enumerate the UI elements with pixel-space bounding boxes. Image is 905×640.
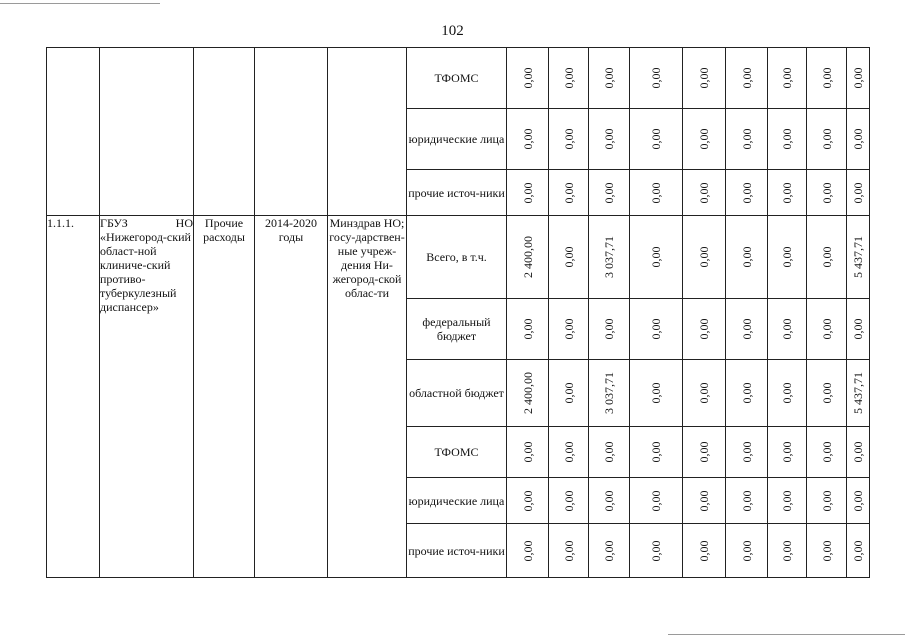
funding-source-label: прочие источ-ники: [407, 170, 507, 216]
value-cell: 0,00: [630, 170, 683, 216]
value-cell: 0,00: [847, 299, 870, 360]
value-cell: 0,00: [683, 360, 726, 427]
value-cell: 0,00: [630, 478, 683, 524]
value-cell: 0,00: [683, 299, 726, 360]
executor: Минздрав НО; госу-дарствен-ные учреж-дения Ни-жегород-ской облас-ти: [328, 216, 407, 578]
value-cell: 0,00: [589, 299, 630, 360]
page-number: 102: [441, 23, 464, 39]
funding-source-label: ТФОМС: [407, 427, 507, 478]
value-cell: 0,00: [630, 360, 683, 427]
value-cell: 0,00: [630, 48, 683, 109]
value-cell: 5 437,71: [847, 216, 870, 299]
period: 2014-2020 годы: [255, 216, 328, 578]
value-cell: 0,00: [683, 109, 726, 170]
funding-source-label: прочие источ-ники: [407, 524, 507, 578]
value-cell: 0,00: [549, 360, 589, 427]
value-cell: 0,00: [549, 170, 589, 216]
value-cell: 0,00: [768, 170, 807, 216]
value-cell: 0,00: [549, 109, 589, 170]
value-cell: 0,00: [847, 524, 870, 578]
value-cell: 0,00: [768, 216, 807, 299]
value-cell: 0,00: [726, 109, 768, 170]
value-cell: 0,00: [726, 170, 768, 216]
value-cell: 0,00: [507, 299, 549, 360]
value-cell: 0,00: [589, 427, 630, 478]
value-cell: 0,00: [549, 427, 589, 478]
value-cell: 0,00: [507, 478, 549, 524]
entry-number: 1.1.1.: [47, 216, 100, 578]
value-cell: 0,00: [807, 216, 847, 299]
value-cell: 0,00: [768, 299, 807, 360]
value-cell: 0,00: [507, 170, 549, 216]
value-cell: 0,00: [549, 299, 589, 360]
funding-source-label: юридические лица: [407, 478, 507, 524]
value-cell: 0,00: [768, 478, 807, 524]
value-cell: 0,00: [768, 524, 807, 578]
funding-source-label: юридические лица: [407, 109, 507, 170]
value-cell: 0,00: [507, 427, 549, 478]
value-cell: 0,00: [589, 478, 630, 524]
value-cell: 0,00: [847, 478, 870, 524]
scan-edge-top: [0, 3, 160, 4]
value-cell: 0,00: [683, 170, 726, 216]
scan-edge-bottom: [668, 634, 905, 635]
expense-type-cell-empty: [194, 48, 255, 216]
value-cell: 0,00: [768, 48, 807, 109]
number-cell-empty: [47, 48, 100, 216]
value-cell: 0,00: [768, 109, 807, 170]
value-cell: 3 037,71: [589, 216, 630, 299]
value-cell: 0,00: [807, 427, 847, 478]
value-cell: 0,00: [630, 427, 683, 478]
period-cell-empty: [255, 48, 328, 216]
value-cell: 0,00: [807, 48, 847, 109]
value-cell: 0,00: [726, 48, 768, 109]
value-cell: 0,00: [589, 170, 630, 216]
value-cell: 2 400,00: [507, 216, 549, 299]
value-cell: 0,00: [630, 299, 683, 360]
funding-source-label: ТФОМС: [407, 48, 507, 109]
value-cell: 0,00: [847, 48, 870, 109]
value-cell: 0,00: [589, 48, 630, 109]
value-cell: 0,00: [726, 524, 768, 578]
organization-cell-empty: [100, 48, 194, 216]
value-cell: 0,00: [847, 170, 870, 216]
value-cell: 0,00: [589, 109, 630, 170]
funding-source-label: областной бюджет: [407, 360, 507, 427]
executor-cell-empty: [328, 48, 407, 216]
expense-type: Прочие расходы: [194, 216, 255, 578]
organization-name: ГБУЗ НО «Нижегород-ский област-ной клиниче-ский противо-туберкулезный диспансер»: [100, 216, 194, 578]
value-cell: 0,00: [507, 109, 549, 170]
value-cell: 0,00: [847, 427, 870, 478]
budget-table: [46, 47, 870, 578]
value-cell: 0,00: [549, 524, 589, 578]
value-cell: 2 400,00: [507, 360, 549, 427]
value-cell: 0,00: [768, 427, 807, 478]
value-cell: 0,00: [630, 216, 683, 299]
value-cell: 0,00: [549, 216, 589, 299]
value-cell: 0,00: [549, 478, 589, 524]
value-cell: 0,00: [807, 170, 847, 216]
value-cell: 0,00: [726, 299, 768, 360]
funding-source-label: федеральный бюджет: [407, 299, 507, 360]
value-cell: 0,00: [630, 109, 683, 170]
value-cell: 0,00: [807, 524, 847, 578]
value-cell: 3 037,71: [589, 360, 630, 427]
value-cell: 0,00: [549, 48, 589, 109]
value-cell: 0,00: [683, 524, 726, 578]
value-cell: 0,00: [726, 360, 768, 427]
table-row: [47, 48, 870, 109]
value-cell: 0,00: [807, 478, 847, 524]
value-cell: 0,00: [630, 524, 683, 578]
value-cell: 0,00: [507, 524, 549, 578]
value-cell: 0,00: [507, 48, 549, 109]
value-cell: 0,00: [807, 299, 847, 360]
funding-source-label: Всего, в т.ч.: [407, 216, 507, 299]
value-cell: 0,00: [683, 427, 726, 478]
value-cell: 0,00: [683, 216, 726, 299]
value-cell: 0,00: [683, 48, 726, 109]
value-cell: 0,00: [589, 524, 630, 578]
value-cell: 0,00: [768, 360, 807, 427]
table-row: [47, 216, 870, 299]
value-cell: 0,00: [807, 109, 847, 170]
value-cell: 0,00: [726, 427, 768, 478]
value-cell: 0,00: [726, 478, 768, 524]
value-cell: 0,00: [683, 478, 726, 524]
value-cell: 0,00: [807, 360, 847, 427]
value-cell: 0,00: [847, 109, 870, 170]
value-cell: 5 437,71: [847, 360, 870, 427]
value-cell: 0,00: [726, 216, 768, 299]
